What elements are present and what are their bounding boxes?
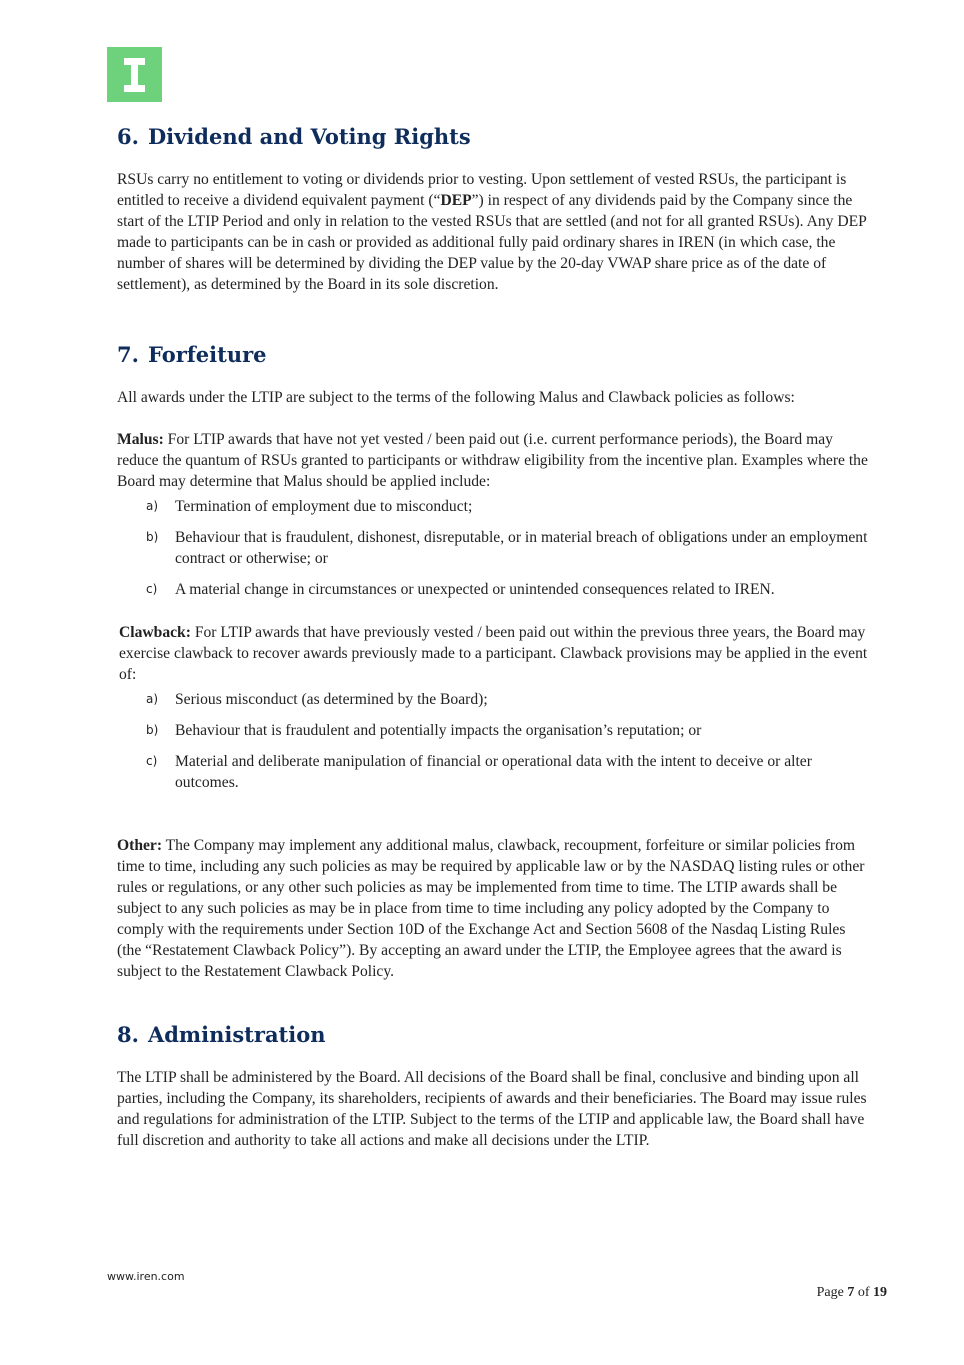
list-item-text: Material and deliberate manipulation of financial or operational data with the intent to deceive or alter outcomes.	[175, 753, 812, 791]
list-item	[117, 720, 869, 741]
footer-url: www.iren.com	[107, 1270, 185, 1283]
section-6-paragraph	[117, 169, 869, 295]
list-item-text: A material change in circumstances or unexpected or unintended consequences related to IREN.	[175, 581, 775, 598]
section-6-text-c: ”) in respect of any dividends paid by the Company since the start of the LTIP Period and only in relation to the vested RSUs that are settled (and not for all granted RSUs). Any DEP made to participants can be in cash or provided as additional fully paid ordinary shares in IREN (in which case, the number of shares will be determined by dividing the DEP value by the 20-day VWAP share price as of the date of settlement), as determined by the Board in its sole discretion.	[117, 192, 867, 293]
document-body	[117, 122, 869, 1151]
list-marker: c)	[146, 754, 158, 768]
list-item	[117, 579, 869, 600]
clawback-label: Clawback:	[119, 624, 191, 641]
list-marker: b)	[146, 723, 159, 737]
other-text: The Company may implement any additional malus, clawback, recoupment, forfeiture or similar policies from time to time, including any such policies as may be required by applicable law or by the NASDAQ listing rules or other rules or regulations, or any other such policies as may be implemented from time to time. The LTIP awards shall be subject to any such policies as may be in place from time to time including any policy adopted by the Company to comply with the requirements under Section 10D of the Exchange Act and Section 5608 of the Nasdaq Listing Rules (the “Restatement Clawback Policy”). By accepting an award under the LTIP, the Employee agrees that the award is subject to the Restatement Clawback Policy.	[117, 837, 865, 980]
brand-logo-glyph	[107, 47, 162, 102]
section-7-intro: All awards under the LTIP are subject to the terms of the following Malus and Clawback policies as follows:	[117, 389, 795, 406]
page-number	[817, 1285, 887, 1301]
malus-list	[117, 496, 869, 600]
list-item-text: Behaviour that is fraudulent, dishonest, disreputable, or in material breach of obligations under an employment contract or otherwise; or	[175, 529, 868, 567]
list-marker: a)	[146, 499, 159, 513]
list-item-text: Termination of employment due to misconduct;	[175, 498, 473, 515]
brand-logo-icon	[107, 47, 162, 102]
dep-term: DEP	[440, 192, 472, 209]
list-item	[117, 751, 869, 793]
clawback-paragraph	[117, 622, 869, 685]
list-marker: b)	[146, 530, 159, 544]
section-8-number: 8.	[117, 1022, 139, 1047]
section-6-heading	[117, 122, 869, 152]
list-marker: a)	[146, 692, 159, 706]
other-label: Other:	[117, 837, 163, 854]
section-6-number: 6.	[117, 124, 139, 149]
malus-text: For LTIP awards that have not yet vested / been paid out (i.e. current performance periods), the Board may reduce the quantum of RSUs granted to participants or withdraw eligibility from the incentive plan. Examples where the Board may determine that Malus should be applied include:	[117, 431, 868, 490]
page-current: 7	[847, 1285, 855, 1300]
list-item	[117, 689, 869, 710]
section-7-heading	[117, 340, 869, 370]
section-6-title: Dividend and Voting Rights	[147, 124, 471, 149]
page-label: Page	[816, 1285, 848, 1300]
section-7-title: Forfeiture	[147, 342, 267, 367]
page-total: 19	[873, 1285, 887, 1300]
section-8-title: Administration	[147, 1022, 326, 1047]
page-of: of	[854, 1285, 873, 1300]
section-6-text-a: RSUs carry no entitlement to voting or dividends prior to vesting. Upon settlement of vested RSUs, the participant is entitled to receive a dividend equivalent payment (“	[117, 171, 847, 209]
malus-paragraph	[117, 429, 869, 492]
list-item-text: Behaviour that is fraudulent and potentially impacts the organisation’s reputation; or	[175, 722, 702, 739]
section-7-number: 7.	[117, 342, 139, 367]
clawback-list	[117, 689, 869, 793]
section-8-paragraph: The LTIP shall be administered by the Board. All decisions of the Board shall be final, conclusive and binding upon all parties, including the Company, its shareholders, recipients of awards and their beneficiaries. The Board may issue rules and regulations for administration of the LTIP. Subject to the terms of the LTIP and applicable law, the Board shall have full discretion and authority to take all actions and make all decisions under the LTIP.	[117, 1069, 867, 1149]
other-paragraph	[117, 835, 869, 982]
list-item-text: Serious misconduct (as determined by the Board);	[175, 691, 488, 708]
malus-label: Malus:	[117, 431, 164, 448]
clawback-text: For LTIP awards that have previously vested / been paid out within the previous three years, the Board may exercise clawback to recover awards previously made to a participant. Clawback provisions may be applied in the event of:	[119, 624, 868, 683]
list-item	[117, 527, 869, 569]
list-marker: c)	[146, 582, 158, 596]
list-item	[117, 496, 869, 517]
section-8-heading	[117, 1020, 869, 1050]
